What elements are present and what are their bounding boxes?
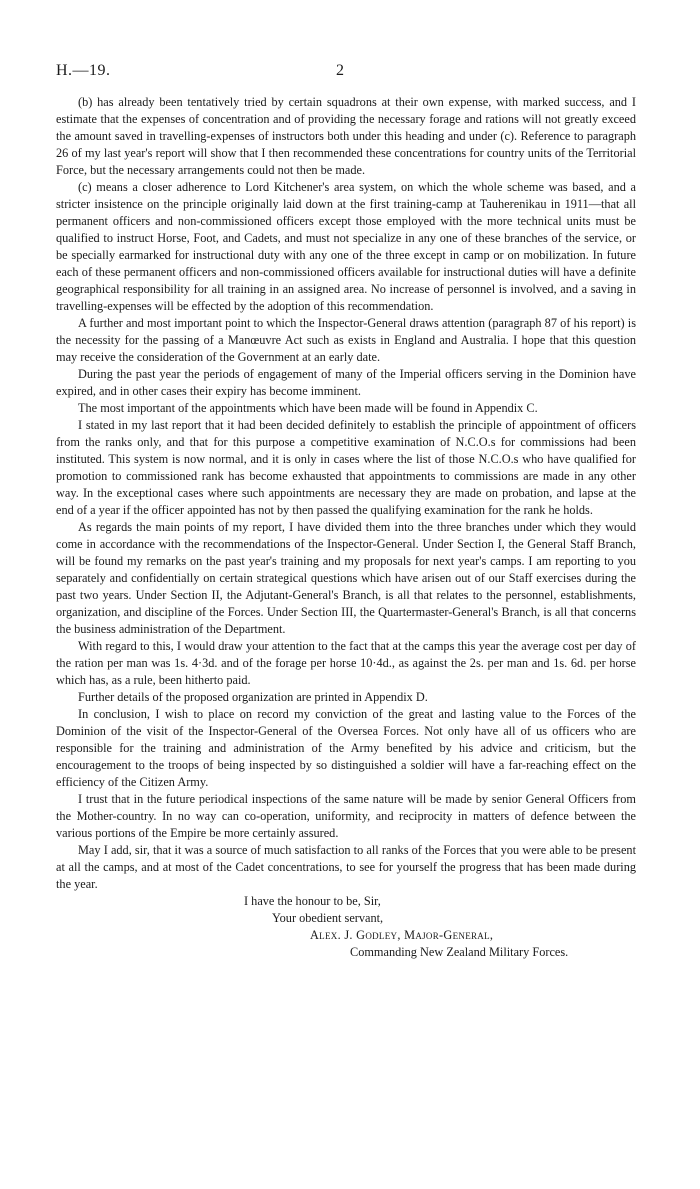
paragraph: A further and most important point to which the Inspector-General draws attention (paragraph 87 of his report) is the necessity for the passing of a Manœuvre Act such as exists in England and Australia. I hope that this question may receive the consideration of the Government at an early date. — [56, 316, 636, 364]
closing-salutation: I have the honour to be, Sir, — [244, 894, 381, 908]
page-number: 2 — [336, 62, 345, 79]
closing-servant: Your obedient servant, — [272, 911, 384, 925]
paragraph: With regard to this, I would draw your attention to the fact that at the camps this year the average cost per day of the ration per man was 1s. 4·3d. and of the forage per horse 10·4d., as against the 2s. per man and 1s. 6d. per horse which has, as a rule, been hitherto paid. — [56, 639, 636, 687]
letter-closing — [56, 893, 636, 961]
paragraph: During the past year the periods of engagement of many of the Imperial officers serving in the Dominion have expired, and in other cases their expiry has become imminent. — [56, 367, 636, 398]
paragraph: (b) has already been tentatively tried by certain squadrons at their own expense, with marked success, and I estimate that the expenses of concentration and of providing the necessary forage and rations will not greatly exceed the amount saved in travelling-expenses of instructors both under this heading and under (c). Reference to paragraph 26 of my last year's report will show that I then recommended these concentrations for country units of the Territorial Force, but the necessary arrangements could not then be made. — [56, 95, 636, 177]
signatory-title: Commanding New Zealand Military Forces. — [350, 945, 569, 959]
paragraph: As regards the main points of my report, I have divided them into the three branches under which they would come in accordance with the recommendations of the Inspector-General. Under Section I, the General Staff Branch, will be found my remarks on the past year's training and my proposals for next year's camps. I am reporting to you separately and confidentially on certain strategical questions which have arisen out of our Staff exercises during the past two years. Under Section II, the Adjutant-General's Branch, is all that relates to the personnel, establishments, organization, and discipline of the Forces. Under Section III, the Quartermaster-General's Branch, is all that concerns the business administration of the Department. — [56, 520, 636, 636]
paragraph: The most important of the appointments which have been made will be found in Appendix C. — [78, 401, 538, 415]
document-reference: H.—19. — [56, 62, 111, 79]
report-body — [56, 94, 636, 893]
page-header — [56, 62, 636, 86]
paragraph: (c) means a closer adherence to Lord Kitchener's area system, on which the whole scheme was based, and a stricter insistence on the principle originally laid down at the first training-camp at Tauherenikau in 1911—that all permanent officers and non-commissioned officers except those employed with the more technical units must be qualified to instruct Horse, Foot, and Cadets, and must not specialize in any one of these branches of the service, or be specially earmarked for instructional duty with any one of the three except in camp or on mobilization. In future each of these permanent officers and non-commissioned officers available for instructional duties will have a definite geographical responsibility for all training in an assigned area. No increase of personnel is involved, and a saving in travelling-expenses will be effected by the adoption of this recommendation. — [56, 180, 636, 313]
paragraph: I trust that in the future periodical inspections of the same nature will be made by senior General Officers from the Mother-country. In no way can co-operation, uniformity, and reciprocity in matters of defence between the various portions of the Empire be more certainly assured. — [56, 792, 636, 840]
signature: Alex. J. Godley, Major-General, — [310, 928, 494, 942]
paragraph: I stated in my last report that it had been decided definitely to establish the principle of appointment of officers from the ranks only, and that for this purpose a competitive examination of N.C.O.s for commissions had been instituted. This system is now normal, and it is only in cases where the list of those N.C.O.s who have qualified for promotion to commissioned rank has become exhausted that appointments to commissions are made in any other way. In the exceptional cases where such appointments are necessary they are made on probation, and lapse at the end of a year if the officer appointed has not by then passed the qualifying examination for the rank he holds. — [56, 418, 636, 517]
paragraph: Further details of the proposed organization are printed in Appendix D. — [78, 690, 428, 704]
paragraph: In conclusion, I wish to place on record my conviction of the great and lasting value to the Forces of the Dominion of the visit of the Inspector-General of the Oversea Forces. Not only have all of us officers who are responsible for the training and administration of the Army benefited by his advice and criticism, but the encouragement to the troops of being inspected by so distinguished a soldier will have a far-reaching effect on the efficiency of the Citizen Army. — [56, 707, 636, 789]
paragraph: May I add, sir, that it was a source of much satisfaction to all ranks of the Forces that you were able to be present at all the camps, and at most of the Cadet concentrations, to see for yourself the progress that has been made during the year. — [56, 843, 636, 891]
